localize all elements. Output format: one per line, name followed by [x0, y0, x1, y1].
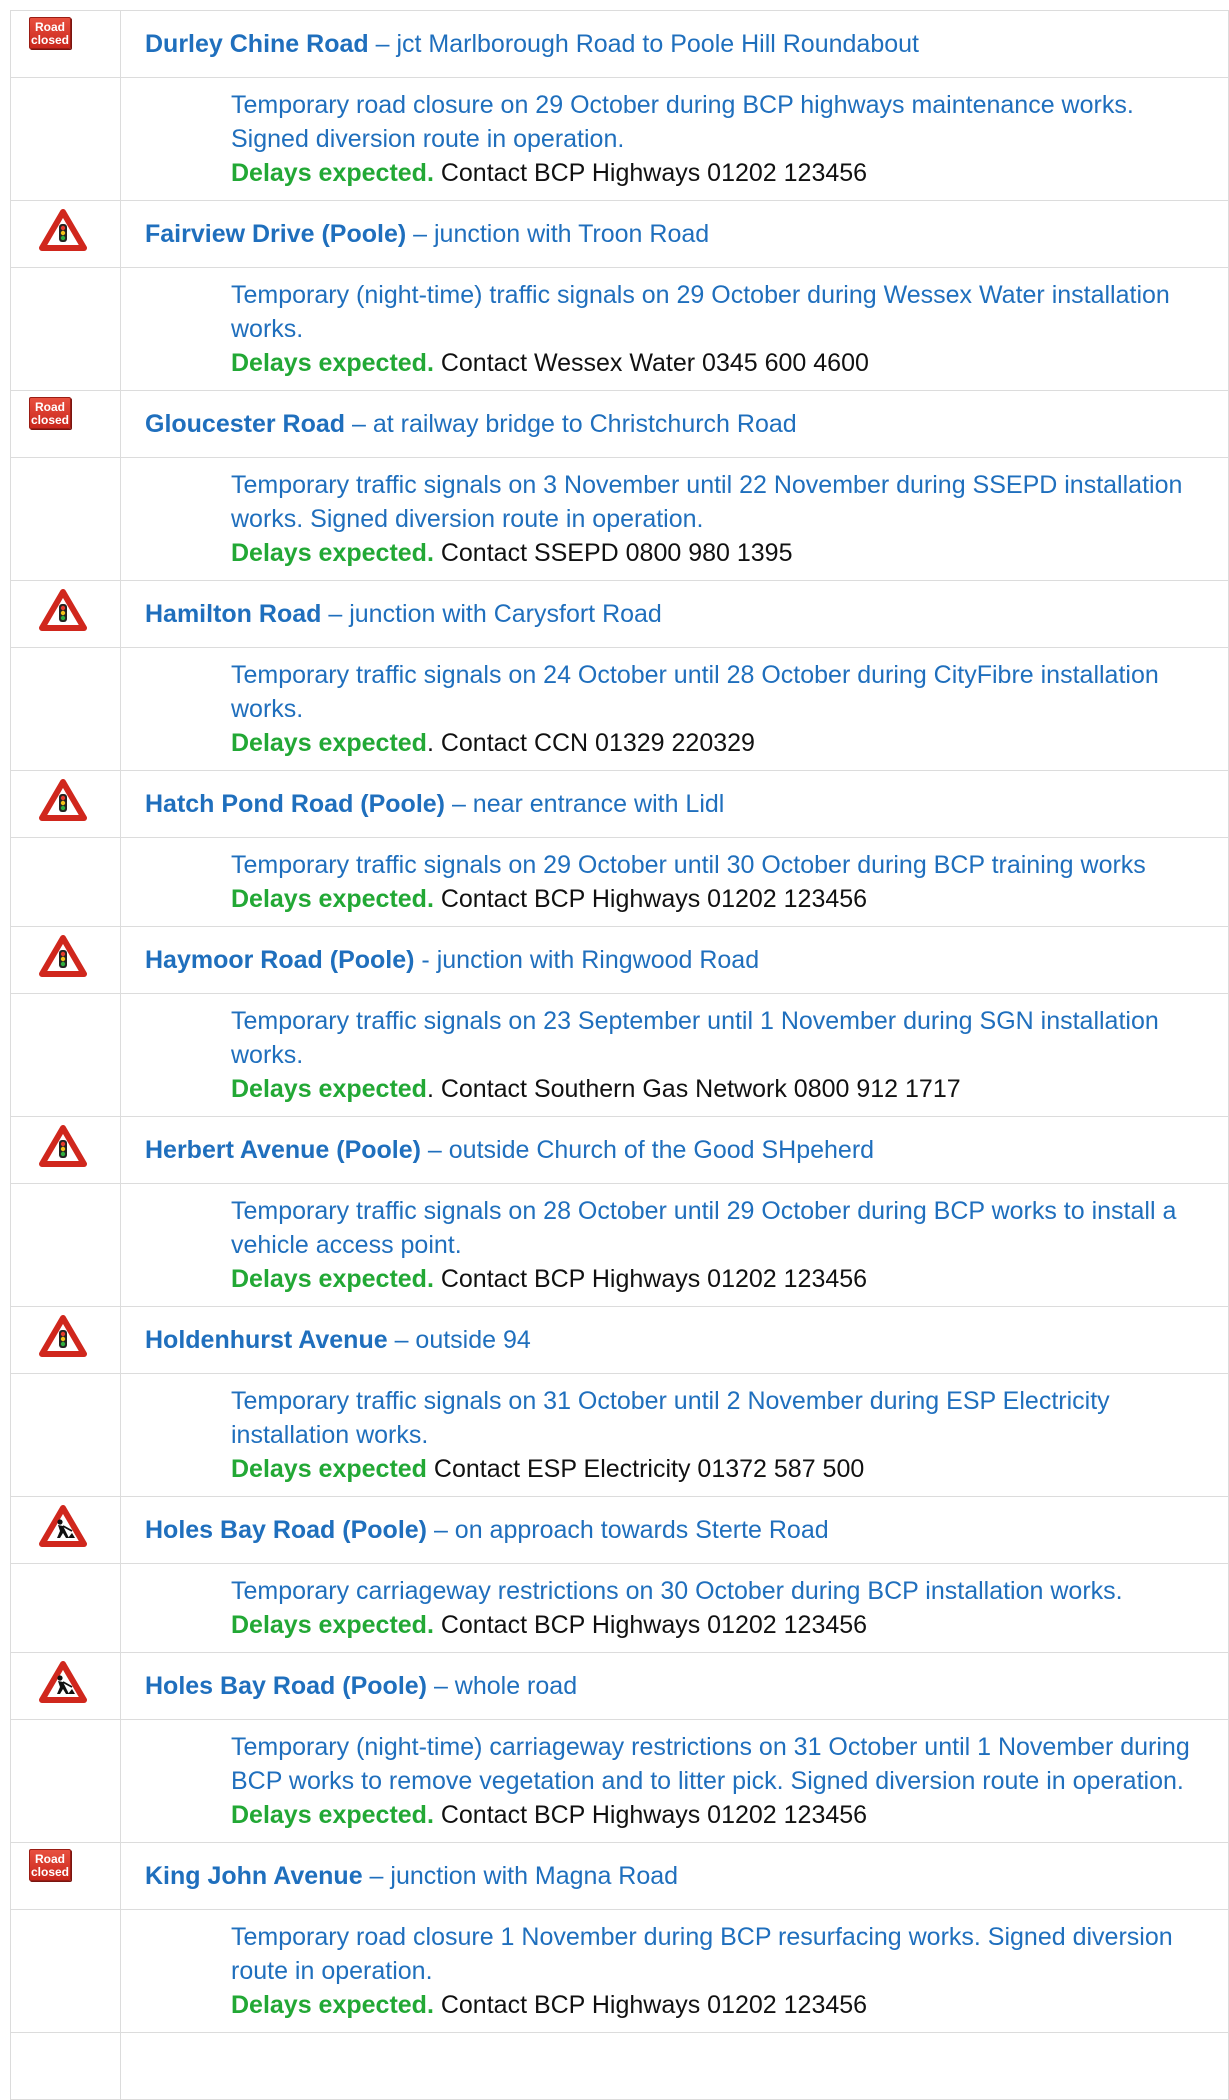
roadworks-warning-icon — [39, 1661, 87, 1703]
sign-cell — [11, 1117, 121, 1184]
empty-cell — [11, 2033, 121, 2100]
road-name-link[interactable]: Fairview Drive (Poole) — [145, 219, 407, 248]
road-closed-sign-word: closed — [30, 1865, 69, 1879]
road-closed-sign-word: Road — [35, 1852, 65, 1866]
traffic-signals-warning-icon — [39, 779, 87, 821]
roadworks-title-row — [11, 201, 1229, 268]
roadworks-detail-row — [11, 1910, 1229, 2033]
roadworks-title[interactable] — [121, 1653, 1229, 1720]
roadworks-detail-row — [11, 838, 1229, 927]
delays-line — [231, 726, 1218, 760]
road-closed-sign-icon — [29, 17, 71, 49]
road-closed-sign-icon — [29, 1849, 71, 1881]
road-location[interactable]: – junction with Carysfort Road — [321, 599, 662, 628]
delays-line — [231, 156, 1218, 190]
roadworks-detail-row — [11, 458, 1229, 581]
roadworks-title[interactable] — [121, 201, 1229, 268]
road-closed-sign-word: closed — [30, 33, 69, 47]
empty-icon-cell — [11, 268, 121, 391]
sign-cell — [11, 391, 121, 458]
roadworks-detail-row — [11, 1374, 1229, 1497]
roadworks-detail — [121, 268, 1229, 391]
road-location[interactable]: – jct Marlborough Road to Poole Hill Roundabout — [368, 29, 919, 58]
road-name-link[interactable]: Holes Bay Road (Poole) — [145, 1515, 427, 1544]
roadworks-title[interactable] — [121, 11, 1229, 78]
empty-icon-cell — [11, 1374, 121, 1497]
roadworks-title-row — [11, 1307, 1229, 1374]
sign-cell — [11, 201, 121, 268]
sign-cell — [11, 1307, 121, 1374]
roadworks-title[interactable] — [121, 581, 1229, 648]
delays-line — [231, 536, 1218, 570]
road-closed-sign-word: Road — [35, 400, 65, 414]
contact-info: Contact SSEPD 0800 980 1395 — [433, 539, 793, 567]
delays-expected-label: Delays expected. — [231, 1265, 434, 1293]
empty-icon-cell — [11, 1720, 121, 1843]
empty-icon-cell — [11, 78, 121, 201]
empty-icon-cell — [11, 1564, 121, 1653]
delays-line — [231, 1452, 1218, 1486]
roadworks-table — [10, 10, 1229, 2100]
roadworks-detail — [121, 1374, 1229, 1497]
roadworks-title[interactable] — [121, 1497, 1229, 1564]
road-location[interactable]: – junction with Troon Road — [406, 219, 710, 248]
contact-info: Contact ESP Electricity 01372 587 500 — [426, 1455, 865, 1483]
roadworks-detail — [121, 838, 1229, 927]
roadworks-detail — [121, 458, 1229, 581]
traffic-signals-warning-icon — [39, 1315, 87, 1357]
works-description[interactable]: Temporary road closure 1 November during BCP resurfacing works. Signed diversion route in operation. — [231, 1923, 1173, 1985]
sign-cell — [11, 771, 121, 838]
roadworks-title-row — [11, 927, 1229, 994]
roadworks-detail-row — [11, 268, 1229, 391]
road-name-link[interactable]: Haymoor Road (Poole) — [145, 945, 415, 974]
contact-info: Contact BCP Highways 01202 123456 — [433, 1801, 868, 1829]
roadworks-detail — [121, 78, 1229, 201]
traffic-signals-warning-icon — [39, 209, 87, 251]
roadworks-title-row — [11, 391, 1229, 458]
works-description[interactable]: Temporary road closure on 29 October during BCP highways maintenance works. Signed diversion route in operation. — [231, 91, 1134, 153]
roadworks-title-row — [11, 11, 1229, 78]
road-name-link[interactable]: Durley Chine Road — [145, 29, 369, 58]
roadworks-title-row — [11, 771, 1229, 838]
delays-expected-label: Delays expected. — [231, 539, 434, 567]
road-name-link[interactable]: Gloucester Road — [145, 409, 346, 438]
road-name-link[interactable]: Herbert Avenue (Poole) — [145, 1135, 421, 1164]
road-closed-sign-word: closed — [30, 413, 69, 427]
roadworks-title-row — [11, 1497, 1229, 1564]
roadworks-detail-row — [11, 648, 1229, 771]
road-location[interactable]: – outside Church of the Good SHpeherd — [420, 1135, 875, 1164]
works-description[interactable]: Temporary traffic signals on 28 October until 29 October during BCP works to install a vehicle access point. — [231, 1197, 1177, 1259]
roadworks-detail-row — [11, 78, 1229, 201]
works-description[interactable]: Temporary traffic signals on 31 October until 2 November during ESP Electricity installation works. — [231, 1387, 1110, 1449]
roadworks-title[interactable] — [121, 1307, 1229, 1374]
empty-icon-cell — [11, 838, 121, 927]
delays-line — [231, 882, 1218, 916]
delays-expected-label: Delays expected. — [231, 1611, 434, 1639]
empty-icon-cell — [11, 648, 121, 771]
delays-expected-label: Delays expected. — [231, 885, 434, 913]
works-description[interactable]: Temporary traffic signals on 29 October until 30 October during BCP training works — [231, 851, 1146, 879]
delays-line — [231, 1798, 1218, 1832]
works-description[interactable]: Temporary traffic signals on 3 November until 22 November during SSEPD installation works. Signed diversion route in operation. — [231, 471, 1183, 533]
works-description[interactable]: Temporary traffic signals on 23 September until 1 November during SGN installation works. — [231, 1007, 1159, 1069]
roadworks-title[interactable] — [121, 391, 1229, 458]
road-location[interactable]: – outside 94 — [387, 1325, 531, 1354]
road-name-link[interactable]: Hatch Pond Road (Poole) — [145, 789, 445, 818]
works-description[interactable]: Temporary carriageway restrictions on 30 October during BCP installation works. — [231, 1577, 1123, 1605]
delays-line — [231, 1262, 1218, 1296]
contact-info: . Contact Southern Gas Network 0800 912 1717 — [426, 1075, 961, 1103]
delays-expected-label: Delays expected. — [231, 1991, 434, 2019]
sign-cell — [11, 581, 121, 648]
delays-expected-label: Delays expected — [231, 1455, 427, 1483]
empty-icon-cell — [11, 458, 121, 581]
traffic-signals-warning-icon — [39, 589, 87, 631]
sign-cell — [11, 1497, 121, 1564]
traffic-signals-warning-icon — [39, 935, 87, 977]
roadworks-detail — [121, 1184, 1229, 1307]
roadworks-title[interactable] — [121, 771, 1229, 838]
road-name-link[interactable]: Hamilton Road — [145, 599, 322, 628]
delays-expected-label: Delays expected — [231, 1075, 427, 1103]
empty-icon-cell — [11, 1184, 121, 1307]
delays-line — [231, 1072, 1218, 1106]
road-location[interactable]: – whole road — [427, 1671, 578, 1700]
contact-info: Contact BCP Highways 01202 123456 — [433, 1991, 868, 2019]
roadworks-warning-icon — [39, 1505, 87, 1547]
empty-icon-cell — [11, 994, 121, 1117]
contact-info: Contact BCP Highways 01202 123456 — [433, 885, 868, 913]
road-closed-sign-icon — [29, 397, 71, 429]
road-location[interactable]: – on approach towards Sterte Road — [427, 1515, 829, 1544]
roadworks-title-row — [11, 1117, 1229, 1184]
sign-cell — [11, 927, 121, 994]
delays-expected-label: Delays expected. — [231, 1801, 434, 1829]
contact-info: Contact BCP Highways 01202 123456 — [433, 159, 868, 187]
contact-info: . Contact CCN 01329 220329 — [426, 729, 755, 757]
delays-expected-label: Delays expected. — [231, 349, 434, 377]
delays-line — [231, 1608, 1218, 1642]
sign-cell — [11, 11, 121, 78]
works-description[interactable]: Temporary traffic signals on 24 October until 28 October during CityFibre installation works. — [231, 661, 1159, 723]
road-closed-sign-word: Road — [35, 20, 65, 34]
roadworks-detail — [121, 1564, 1229, 1653]
delays-expected-label: Delays expected. — [231, 159, 434, 187]
contact-info: Contact BCP Highways 01202 123456 — [433, 1265, 868, 1293]
roadworks-title-row — [11, 581, 1229, 648]
roadworks-detail-row — [11, 1564, 1229, 1653]
road-location[interactable]: - junction with Ringwood Road — [414, 945, 760, 974]
sign-cell — [11, 1653, 121, 1720]
road-name-link[interactable]: Holes Bay Road (Poole) — [145, 1671, 427, 1700]
roadworks-detail-row — [11, 994, 1229, 1117]
empty-icon-cell — [11, 1910, 121, 2033]
roadworks-title[interactable] — [121, 1117, 1229, 1184]
roadworks-detail-row — [11, 1720, 1229, 1843]
traffic-signals-warning-icon — [39, 1125, 87, 1167]
roadworks-title-row — [11, 1653, 1229, 1720]
roadworks-detail — [121, 648, 1229, 771]
delays-line — [231, 346, 1218, 380]
road-location[interactable]: – at railway bridge to Christchurch Road — [345, 409, 797, 438]
works-description[interactable]: Temporary (night-time) carriageway restrictions on 31 October until 1 November during BCP works to remove vegetation and to litter pick. Signed diversion route in operation. — [231, 1733, 1190, 1795]
roadworks-detail-row — [11, 1184, 1229, 1307]
contact-info: Contact Wessex Water 0345 600 4600 — [433, 349, 869, 377]
road-name-link[interactable]: Holdenhurst Avenue — [145, 1325, 388, 1354]
works-description[interactable]: Temporary (night-time) traffic signals on 29 October during Wessex Water installation works. — [231, 281, 1170, 343]
roadworks-detail — [121, 994, 1229, 1117]
roadworks-title[interactable] — [121, 1843, 1229, 1910]
empty-cell — [121, 2033, 1229, 2100]
road-location[interactable]: – near entrance with Lidl — [445, 789, 725, 818]
roadworks-title[interactable] — [121, 927, 1229, 994]
roadworks-detail — [121, 1720, 1229, 1843]
sign-cell — [11, 1843, 121, 1910]
empty-row — [11, 2033, 1229, 2100]
delays-line — [231, 1988, 1218, 2022]
roadworks-title-row — [11, 1843, 1229, 1910]
road-name-link[interactable]: King John Avenue — [145, 1861, 363, 1890]
road-location[interactable]: – junction with Magna Road — [362, 1861, 679, 1890]
delays-expected-label: Delays expected — [231, 729, 427, 757]
roadworks-detail — [121, 1910, 1229, 2033]
contact-info: Contact BCP Highways 01202 123456 — [433, 1611, 868, 1639]
